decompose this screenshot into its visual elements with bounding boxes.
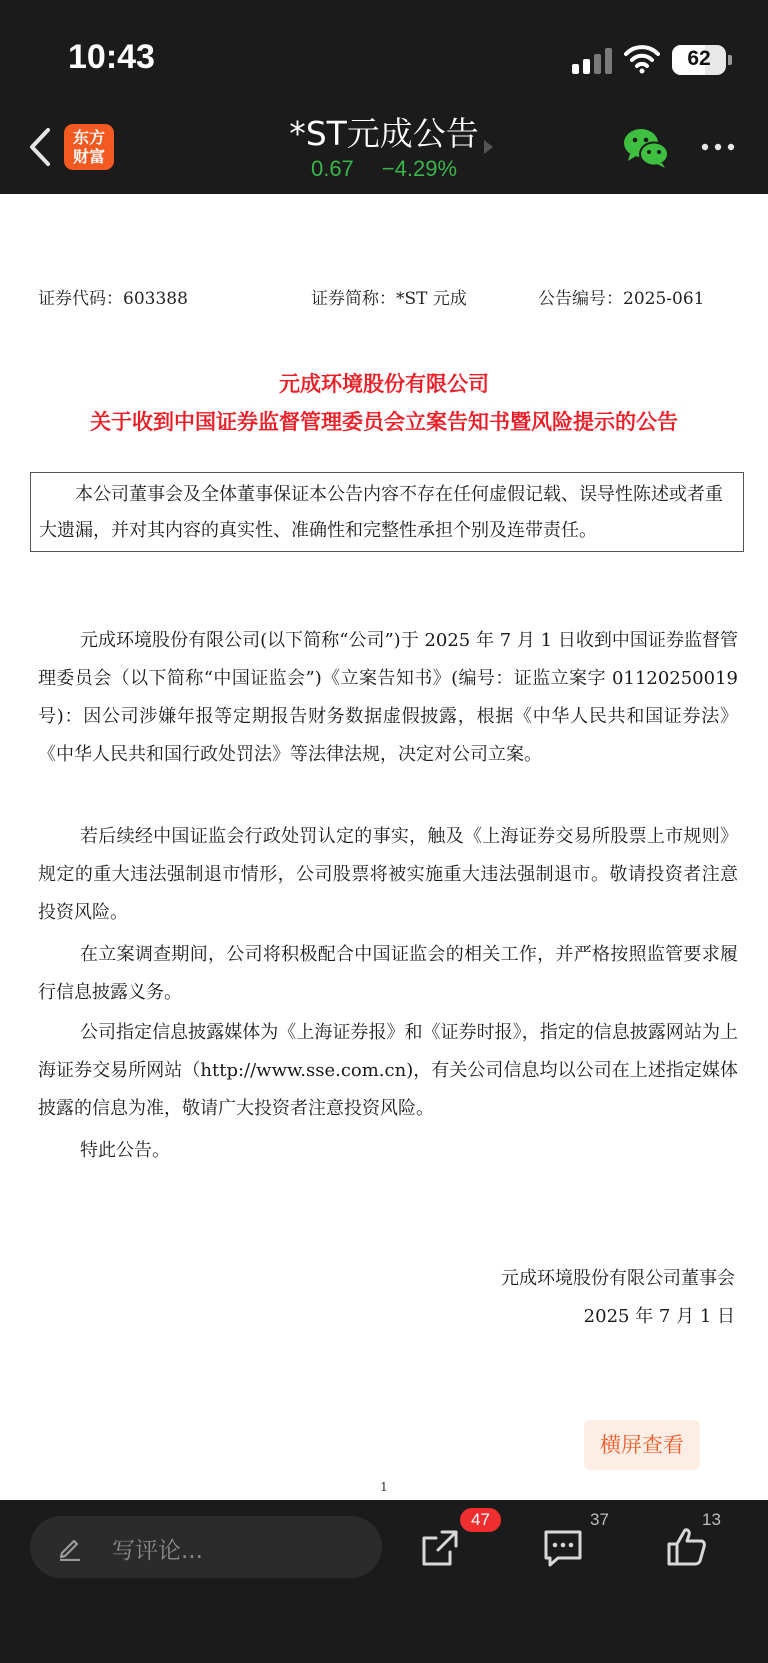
logo-text-line2: 财富 <box>72 147 105 166</box>
status-time: 10:43 <box>68 38 155 76</box>
back-button[interactable] <box>24 122 58 172</box>
signature-date: 2025 年 7 月 1 日 <box>583 1306 735 1327</box>
stock-price: 0.67 <box>310 156 354 181</box>
share-count-badge: 47 <box>460 1508 501 1532</box>
pen-icon <box>56 1533 84 1561</box>
comment-placeholder: 写评论... <box>112 1538 203 1564</box>
page-number: 1 <box>380 1480 388 1494</box>
caret-right-icon <box>484 140 493 154</box>
wifi-icon <box>624 44 660 74</box>
notice-number: 公告编号：2025-061 <box>538 289 705 309</box>
wechat-icon[interactable] <box>622 126 670 170</box>
more-icon[interactable] <box>700 136 736 158</box>
page-title[interactable]: *ST元成公告 <box>289 114 479 153</box>
body-paragraph: 公司指定信息披露媒体为《上海证券报》和《证券时报》，指定的信息披露网站为上海证券交易所网站（http://www.sse.com.cn)，有关公司信息均以公司在上述指定媒体披露的信息为准，敬请广大投资者注意投资风险。 <box>38 1022 738 1119</box>
comment-count: 37 <box>590 1510 609 1529</box>
stock-change-percent: −4.29% <box>381 156 458 181</box>
body-paragraph: 特此公告。 <box>80 1140 170 1161</box>
battery-tip <box>728 55 732 65</box>
document-title-company: 元成环境股份有限公司 <box>279 371 489 396</box>
body-paragraph: 元成环境股份有限公司(以下简称“公司”)于 2025 年 7 月 1 日收到中国证券监督管理委员会（以下简称“中国证监会”)《立案告知书》(编号：证监立案字 01120250019 号)：因公司涉嫌年报等定期报告财务数据虚假披露，根据《中华人民共和国证券法》《中华人民共和国行政处罚法》等法律法规，决定对公司立案。 <box>38 630 738 765</box>
comment-icon[interactable] <box>542 1528 584 1568</box>
share-icon[interactable] <box>420 1528 460 1568</box>
security-code: 证券代码：603388 <box>38 289 188 309</box>
security-name: 证券简称：*ST 元成 <box>311 289 467 309</box>
announcement-document <box>0 194 768 1500</box>
thumbs-up-icon[interactable] <box>666 1526 708 1568</box>
cellular-signal-icon <box>572 48 612 74</box>
body-paragraph: 在立案调查期间，公司将积极配合中国证监会的相关工作，并严格按照监管要求履行信息披露义务。 <box>38 944 738 1003</box>
comment-input[interactable] <box>30 1516 382 1578</box>
disclaimer-text: 本公司董事会及全体董事保证本公告内容不存在任何虚假记载、误导性陈述或者重大遗漏，并对其内容的真实性、准确性和完整性承担个别及连带责任。 <box>39 484 723 541</box>
app-logo[interactable] <box>64 124 114 170</box>
battery-level: 62 <box>687 47 711 70</box>
logo-text-line1: 东方 <box>72 128 105 147</box>
body-paragraph: 若后续经中国证监会行政处罚认定的事实，触及《上海证券交易所股票上市规则》规定的重大违法强制退市情形，公司股票将被实施重大违法强制退市。敬请投资者注意投资风险。 <box>38 826 738 923</box>
like-count: 13 <box>702 1510 721 1529</box>
landscape-view-button[interactable]: 横屏查看 <box>584 1420 700 1470</box>
signature: 元成环境股份有限公司董事会 <box>501 1268 735 1289</box>
stock-quote <box>232 156 536 182</box>
document-title: 关于收到中国证券监督管理委员会立案告知书暨风险提示的公告 <box>90 409 678 434</box>
battery-indicator <box>672 45 726 75</box>
disclaimer-box <box>30 472 744 552</box>
bottom-bar <box>0 1500 768 1663</box>
top-bar <box>0 0 768 194</box>
